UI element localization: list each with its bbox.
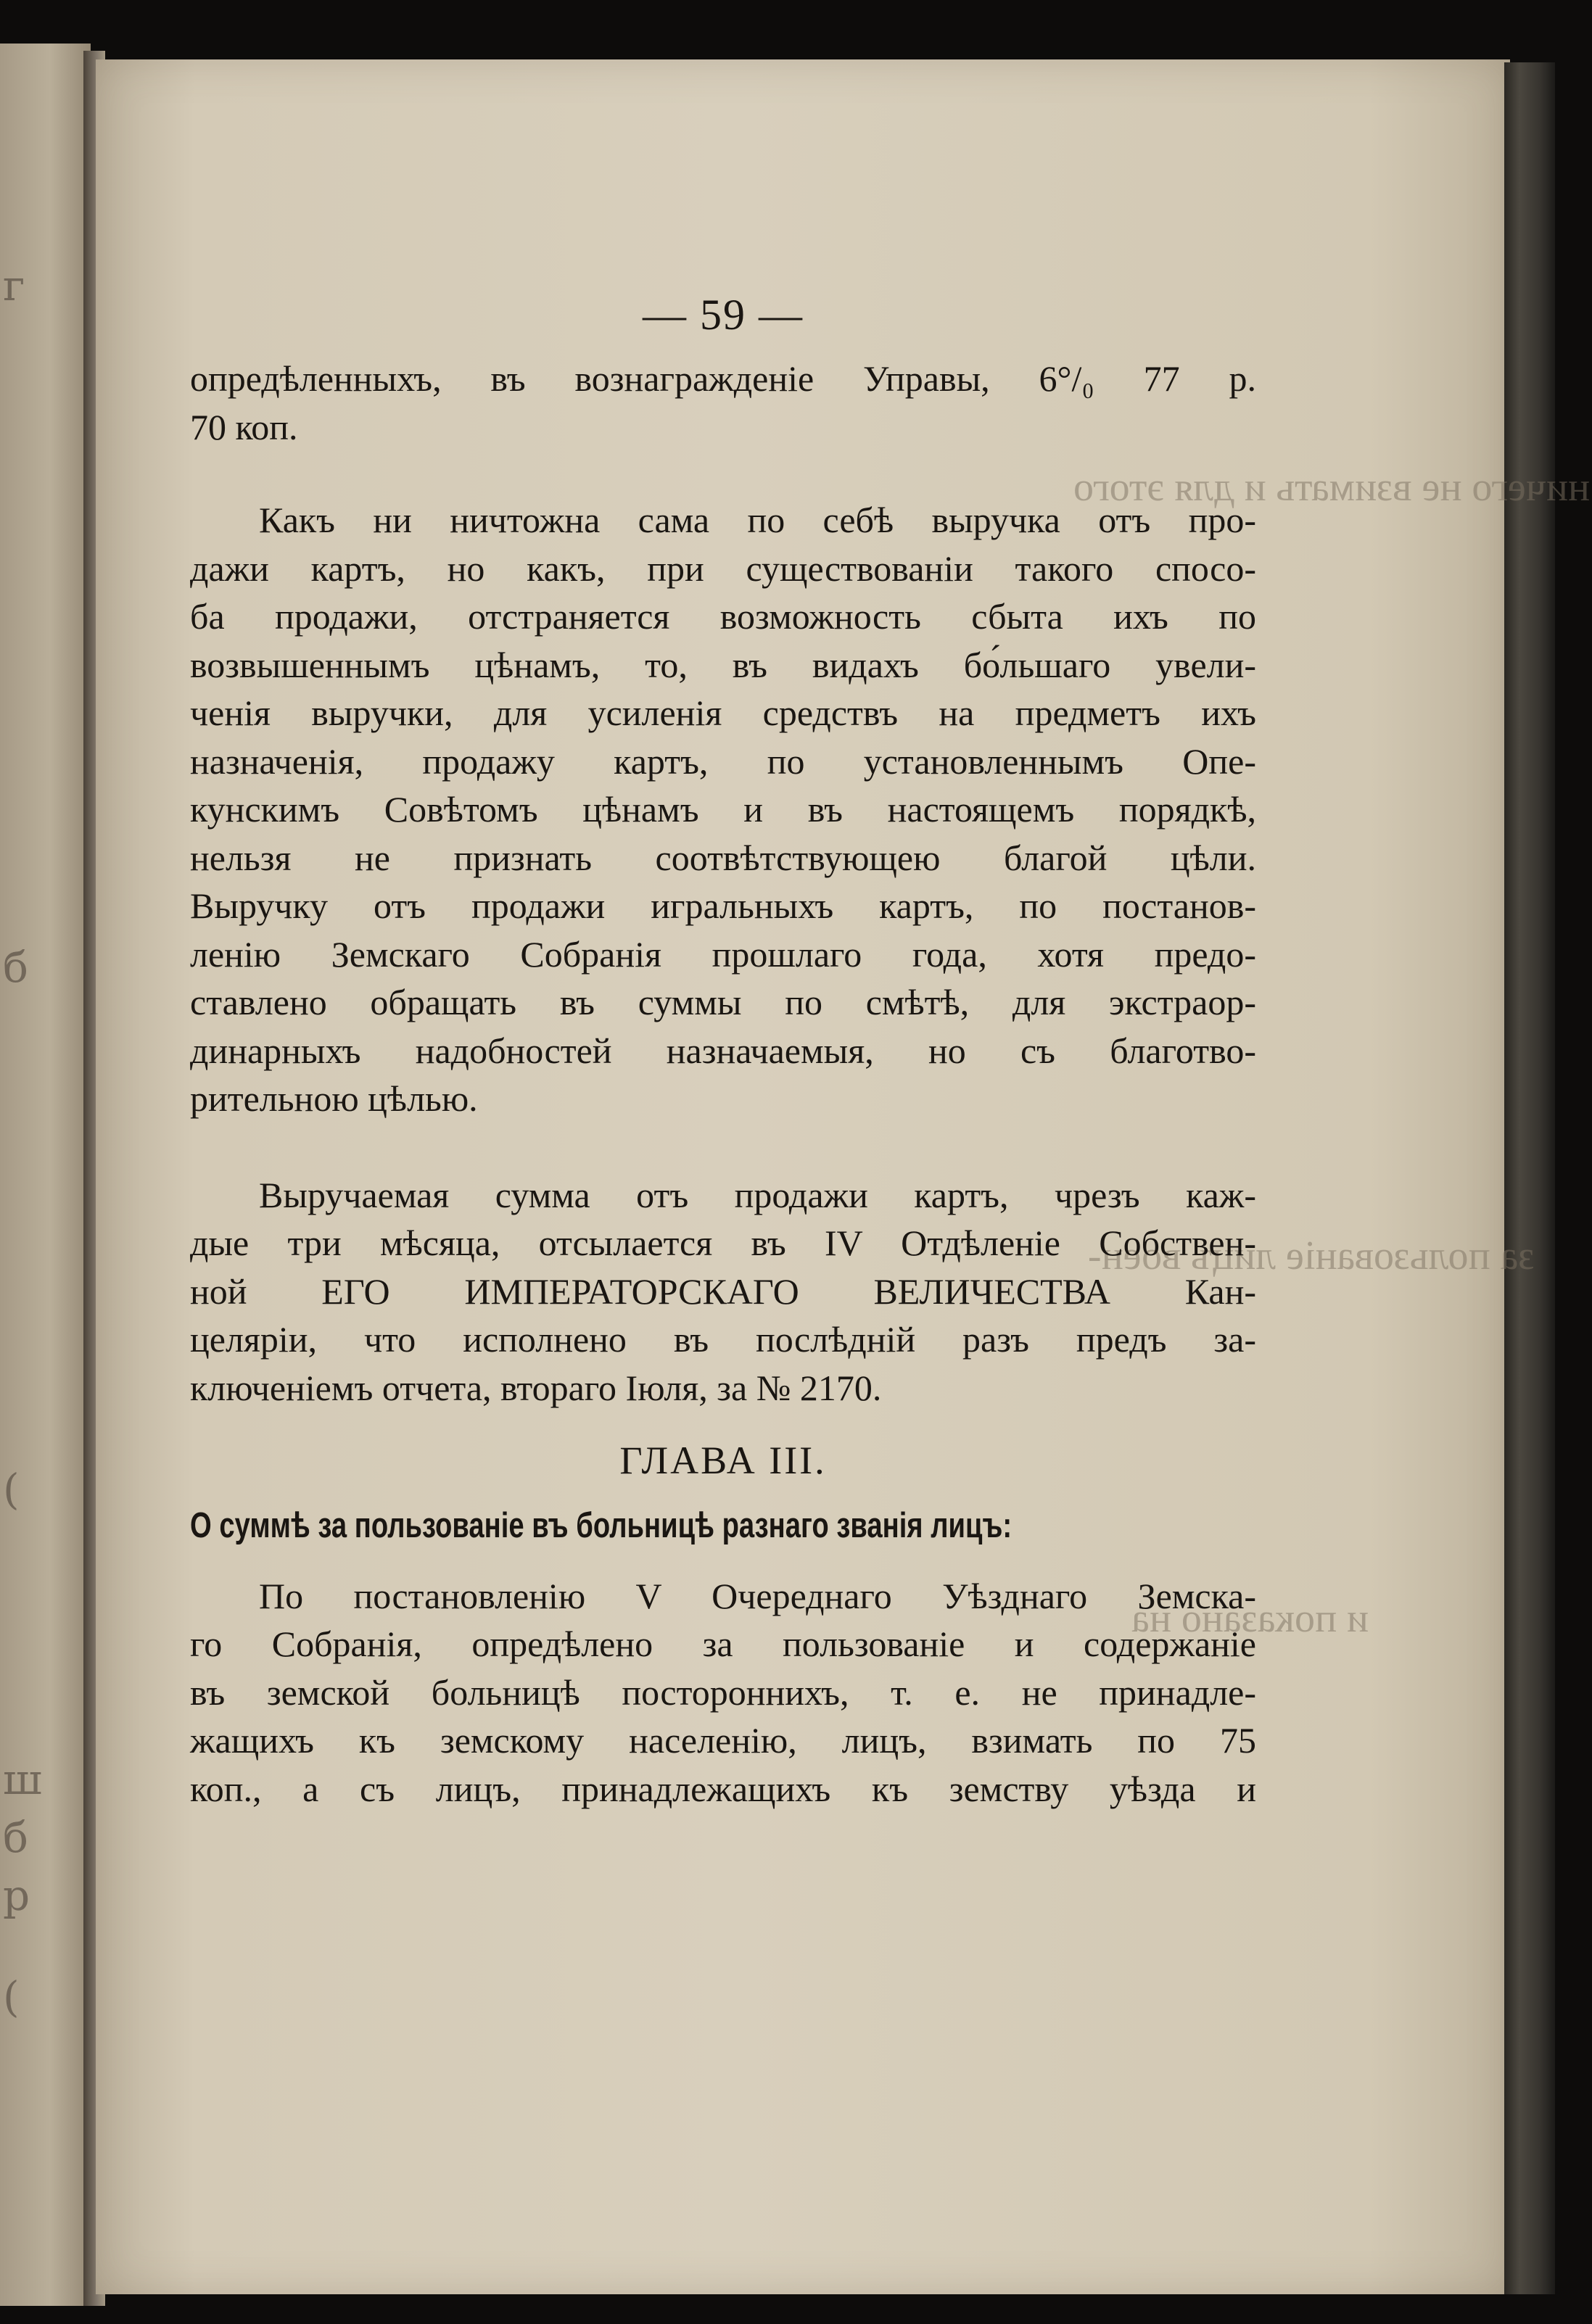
- text-line: ной ЕГО ИМПЕРАТОРСКАГО ВЕЛИЧЕСТВА Кан-: [190, 1270, 1256, 1312]
- text-line: ба продажи, отстраняется возможность сбыта ихъ по: [190, 596, 1256, 637]
- page-stack-edge: [1504, 62, 1555, 2294]
- text-line: ключеніемъ отчета, втораго Іюля, за № 2170.: [190, 1367, 882, 1408]
- text-line: ставлено обращать въ суммы по смѣтѣ, для экстраор-: [190, 982, 1256, 1022]
- text-line: возвышеннымъ цѣнамъ, то, въ видахъ бо́льшаго увели-: [190, 644, 1256, 685]
- bleed-through-text: за пользованіе лицъ воен-: [1088, 1233, 1535, 1278]
- previous-page-edge: г б ( ш б р (: [0, 44, 91, 2306]
- text-line: нельзя не признать соотвѣтствующею благой цѣли.: [190, 837, 1256, 878]
- text-line: По постановленію V Очереднаго Уѣзднаго Земска-: [259, 1575, 1256, 1616]
- text-line: Выручаемая сумма отъ продажи картъ, чрезъ каж-: [259, 1174, 1256, 1215]
- text-line: ленію Земскаго Собранія прошлаго года, хотя предо-: [190, 933, 1256, 975]
- text-line: опредѣленныхъ, въ вознагражденіе Управы, 6°/₀ 77 р.: [190, 358, 1256, 399]
- text-line: Выручку отъ продажи игральныхъ картъ, по постанов-: [190, 885, 1256, 926]
- text-line: коп., а съ лицъ, принадлежащихъ къ земству уѣзда и: [190, 1768, 1256, 1809]
- bleed-through-text: ничего не взимать и для этого: [1073, 465, 1590, 510]
- text-line: кунскимъ Совѣтомъ цѣнамъ и въ настоящемъ порядкѣ,: [190, 789, 1256, 830]
- text-line: ченія выручки, для усиленія средствъ на предметъ ихъ: [190, 692, 1256, 733]
- page-content: [190, 290, 1256, 1813]
- text-line: дые три мѣсяца, отсылается въ IV Отдѣленіе Собствен-: [190, 1223, 1256, 1263]
- text-line: Какъ ни ничтожна сама по себѣ выручка отъ про-: [259, 500, 1256, 540]
- text-line: динарныхъ надобностей назначаемыя, но съ благотво-: [190, 1030, 1256, 1071]
- paragraph-2: [190, 496, 1256, 1123]
- paragraph-4: [190, 1572, 1256, 1814]
- paragraph-3: [190, 1171, 1256, 1413]
- text-line: дажи картъ, но какъ, при существованіи такого спосо-: [190, 547, 1256, 589]
- chapter-title: ГЛАВА III.: [619, 1439, 827, 1482]
- text-line: го Собранія, опредѣлено за пользованіе и содержаніе: [190, 1624, 1256, 1664]
- text-line: назначенія, продажу картъ, по установленнымъ Опе-: [190, 740, 1256, 782]
- text-line: въ земской больницѣ постороннихъ, т. е. не принадле-: [190, 1671, 1256, 1713]
- text-line: целяріи, что исполнено въ послѣдній разъ предъ за-: [190, 1319, 1256, 1360]
- page-number: — 59 —: [643, 291, 804, 339]
- bleed-through-text: и показано на: [1131, 1596, 1369, 1641]
- text-line: жащихъ къ земскому населенію, лицъ, взимать по 75: [190, 1720, 1256, 1761]
- paragraph-1: [190, 355, 1256, 451]
- text-line: 70 коп.: [190, 406, 298, 447]
- text-line: рительною цѣлью.: [190, 1078, 478, 1119]
- section-heading: О суммѣ за пользованіе въ больницѣ разнаго званія лицъ:: [190, 1506, 1012, 1545]
